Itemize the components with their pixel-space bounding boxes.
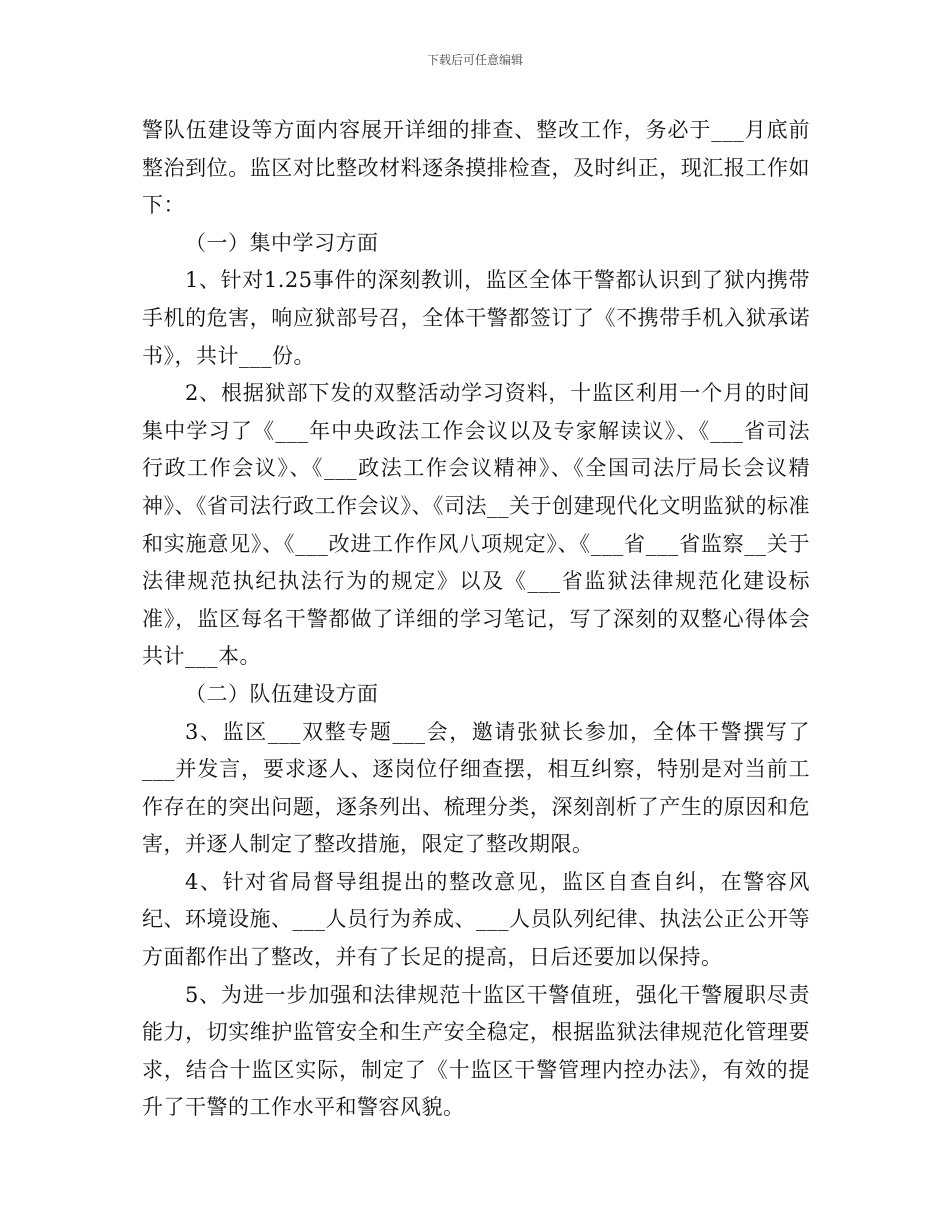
document-body	[142, 112, 810, 1127]
section-heading-study: （一）集中学习方面	[185, 230, 379, 255]
page-header: 下载后可任意编辑	[426, 53, 523, 67]
paragraph-item-5: 5、为进一步加强和法律规范十监区干警值班，强化干警履职尽责能力，切实维护监管安全和生产安全稳定，根据监狱法律规范化管理要求，结合十监区实际，制定了《十监区干警管理内控办法》，有效的提升了干警的工作水平和警容风貌。	[142, 982, 810, 1120]
section-heading-team: （二）队伍建设方面	[185, 681, 379, 706]
paragraph-item-2: 2、根据狱部下发的双整活动学习资料，十监区利用一个月的时间集中学习了《___年中央政法工作会议以及专家解读议》、《___省司法行政工作会议》、《___政法工作会议精神》、《全国司法厅局长会议精神》、《省司法行政工作会议》、《司法__关于创建现代化文明监狱的标准和实施意见》、《___改进工作作风八项规定》、《___省___省监察__关于法律规范执纪执法行为的规定》以及《___省监狱法律规范化建设标准》，监区每名干警都做了详细的学习笔记，写了深刻的双整心得体会共计___本。	[142, 381, 810, 669]
paragraph-item-4: 4、针对省局督导组提出的整改意见，监区自查自纠，在警容风纪、环境设施、___人员行为养成、___人员队列纪律、执法公正公开等方面都作出了整改，并有了长足的提高，日后还要加以保持。	[142, 869, 810, 970]
paragraph-continuation: 警队伍建设等方面内容展开详细的排查、整改工作，务必于___月底前整治到位。监区对比整改材料逐条摸排检查，及时纠正，现汇报工作如下：	[142, 118, 810, 218]
paragraph-item-3: 3、监区___双整专题___会，邀请张狱长参加，全体干警撰写了___并发言，要求逐人、逐岗位仔细查摆，相互纠察，特别是对当前工作存在的突出问题，逐条列出、梳理分类，深刻剖析了产生的原因和危害，并逐人制定了整改措施，限定了整改期限。	[142, 719, 810, 857]
paragraph-item-1: 1、针对1.25事件的深刻教训，监区全体干警都认识到了狱内携带手机的危害，响应狱部号召，全体干警都签订了《不携带手机入狱承诺书》，共计___份。	[142, 268, 810, 368]
